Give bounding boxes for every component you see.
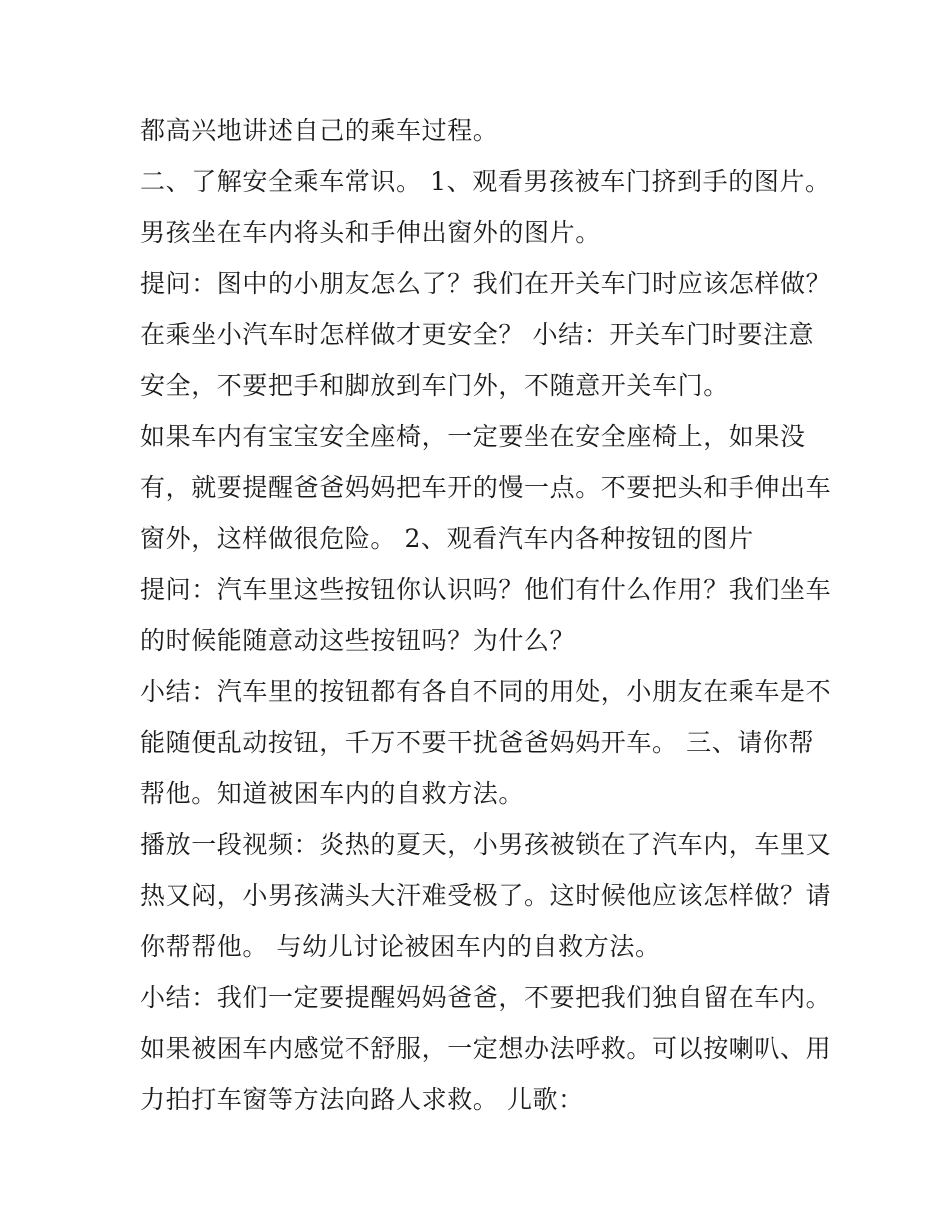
text-line: 二、了解安全乘车常识。 1、观看男孩被车门挤到手的图片。: [140, 167, 831, 196]
text-line: 力拍打车窗等方法向路人求救。 儿歌：: [140, 1085, 584, 1114]
text-line: 播放一段视频：炎热的夏天，小男孩被锁在了汽车内，车里又: [140, 830, 832, 859]
text-line: 热又闷，小男孩满头大汗难受极了。这时候他应该怎样做？请: [140, 881, 832, 910]
text-line: 小结：我们一定要提醒妈妈爸爸，不要把我们独自留在车内。: [140, 983, 832, 1012]
text-line: 小结：汽车里的按钮都有各自不同的用处，小朋友在乘车是不: [140, 677, 832, 706]
document-body: [140, 105, 830, 1125]
text-line: 能随便乱动按钮，千万不要干扰爸爸妈妈开车。 三、请你帮: [140, 728, 815, 757]
text-line: 如果被困车内感觉不舒服，一定想办法呼救。可以按喇叭、用: [140, 1034, 832, 1063]
text-line: 男孩坐在车内将头和手伸出窗外的图片。: [140, 218, 601, 247]
text-line: 的时候能随意动这些按钮吗？为什么？: [140, 626, 576, 655]
text-line: 在乘坐小汽车时怎样做才更安全？ 小结：开关车门时要注意: [140, 320, 815, 349]
text-line: 如果车内有宝宝安全座椅，一定要坐在安全座椅上，如果没: [140, 422, 806, 451]
text-line: 安全，不要把手和脚放到车门外，不随意开关车门。: [140, 371, 729, 400]
text-line: 帮他。知道被困车内的自救方法。: [140, 779, 525, 808]
text-line: 提问：图中的小朋友怎么了？我们在开关车门时应该怎样做？: [140, 269, 832, 298]
text-line: 提问：汽车里这些按钮你认识吗？他们有什么作用？我们坐车: [140, 575, 832, 604]
text-line: 都高兴地讲述自己的乘车过程。: [140, 116, 499, 145]
text-line: 有，就要提醒爸爸妈妈把车开的慢一点。不要把头和手伸出车: [140, 473, 832, 502]
text-line: 你帮帮他。 与幼儿讨论被困车内的自救方法。: [140, 932, 661, 961]
text-line: 窗外，这样做很危险。 2、观看汽车内各种按钮的图片: [140, 524, 754, 553]
